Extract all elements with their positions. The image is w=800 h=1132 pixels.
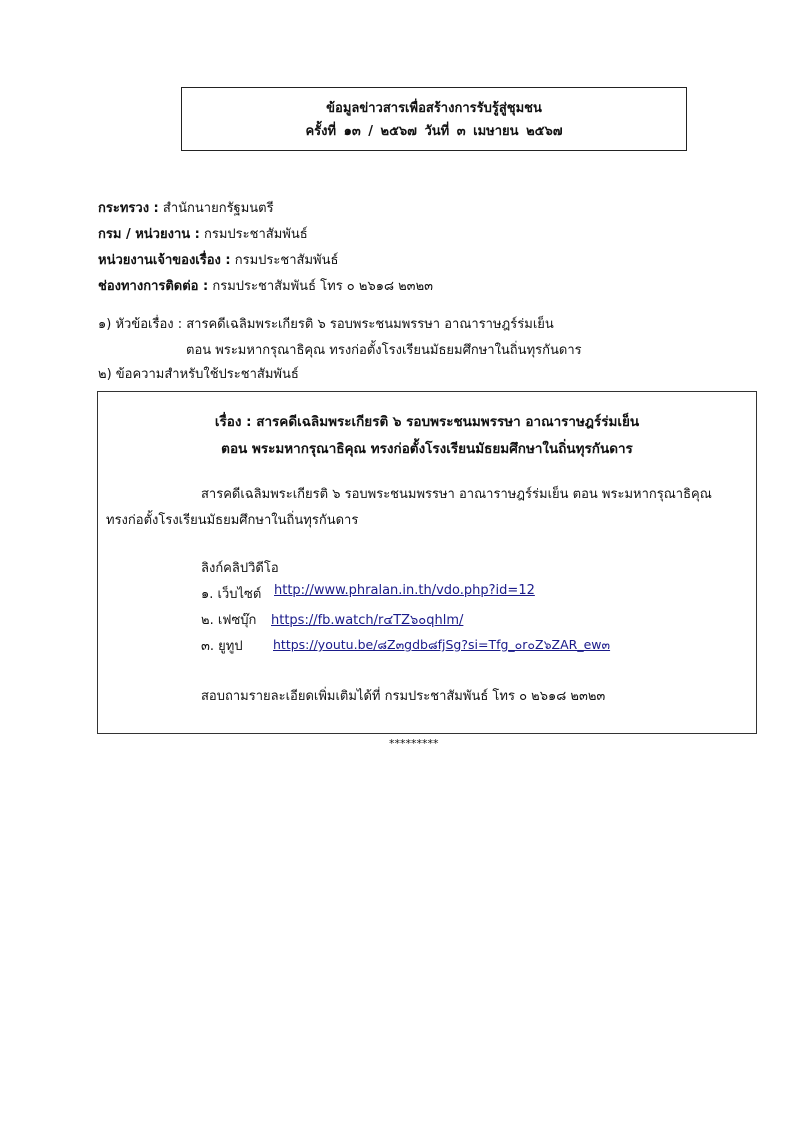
meta-contact: [98, 275, 433, 296]
link-label-website: ๑. เว็บไซต์: [201, 587, 262, 602]
header-title: ข้อมูลข่าวสารเพื่อสร้างการรับรู้สู่ชุมชน: [326, 101, 542, 116]
message-footer-contact: สอบถามรายละเอียดเพิ่มเติมได้ที่ กรมประชาสัมพันธ์ โทร ๐ ๒๖๑๘ ๒๓๒๓: [201, 689, 606, 704]
youtube-link[interactable]: https://youtu.be/๘Z๓gdb๘fjSg?si=Tfg_๐r๐Z๖ZAR_ew๓: [273, 637, 611, 652]
message-label: ๒) ข้อความสำหรับใช้ประชาสัมพันธ์: [98, 367, 299, 382]
meta-ministry: [98, 197, 274, 218]
website-link[interactable]: http://www.phralan.in.th/vdo.php?id=12: [274, 583, 535, 598]
header-issue-date: ครั้งที่ ๑๓ / ๒๕๖๗ วันที่ ๓ เมษายน ๒๕๖๗: [305, 124, 563, 139]
links-heading: ลิงก์คลิปวิดีโอ: [201, 561, 279, 576]
meta-department: [98, 223, 308, 244]
topic-line-2: ตอน พระมหากรุณาธิคุณ ทรงก่อตั้งโรงเรียนมัธยมศึกษาในถิ่นทุรกันดาร: [186, 343, 582, 358]
meta-contact-value: กรมประชาสัมพันธ์ โทร ๐ ๒๖๑๘ ๒๓๒๓: [208, 279, 434, 294]
message-body-line-1: สารคดีเฉลิมพระเกียรติ ๖ รอบพระชนมพรรษา อาณาราษฎร์ร่มเย็น ตอน พระมหากรุณาธิคุณ: [201, 487, 712, 502]
message-title-line-1: เรื่อง : สารคดีเฉลิมพระเกียรติ ๖ รอบพระชนมพรรษา อาณาราษฎร์ร่มเย็น: [214, 414, 640, 430]
meta-department-value: กรมประชาสัมพันธ์: [199, 227, 308, 242]
message-title-line-2: ตอน พระมหากรุณาธิคุณ ทรงก่อตั้งโรงเรียนมัธยมศึกษาในถิ่นทุรกันดาร: [221, 441, 633, 457]
link-row-youtube: [201, 635, 611, 656]
meta-owner-value: กรมประชาสัมพันธ์: [230, 253, 339, 268]
facebook-link[interactable]: https://fb.watch/r๔TZ๖๐qhlm/: [271, 613, 464, 628]
meta-ministry-label: กระทรวง :: [98, 201, 159, 216]
meta-ministry-value: สำนักนายกรัฐมนตรี: [158, 201, 274, 216]
link-label-youtube: ๓. ยูทูป: [201, 639, 243, 654]
end-marker: *********: [389, 737, 439, 750]
message-box: [97, 391, 757, 734]
message-body-line-2: ทรงก่อตั้งโรงเรียนมัธยมศึกษาในถิ่นทุรกันดาร: [106, 513, 359, 528]
link-row-website: [201, 583, 535, 604]
header-box: [181, 87, 687, 151]
meta-owner: [98, 249, 338, 270]
meta-department-label: กรม / หน่วยงาน :: [98, 227, 200, 242]
link-label-facebook: ๒. เฟซบุ๊ก: [201, 613, 257, 628]
link-row-facebook: [201, 609, 464, 630]
meta-owner-label: หน่วยงานเจ้าของเรื่อง :: [98, 253, 231, 268]
topic-line-1: ๑) หัวข้อเรื่อง : สารคดีเฉลิมพระเกียรติ ๖ รอบพระชนมพรรษา อาณาราษฎร์ร่มเย็น: [98, 317, 554, 332]
meta-contact-label: ช่องทางการติดต่อ :: [98, 279, 209, 294]
